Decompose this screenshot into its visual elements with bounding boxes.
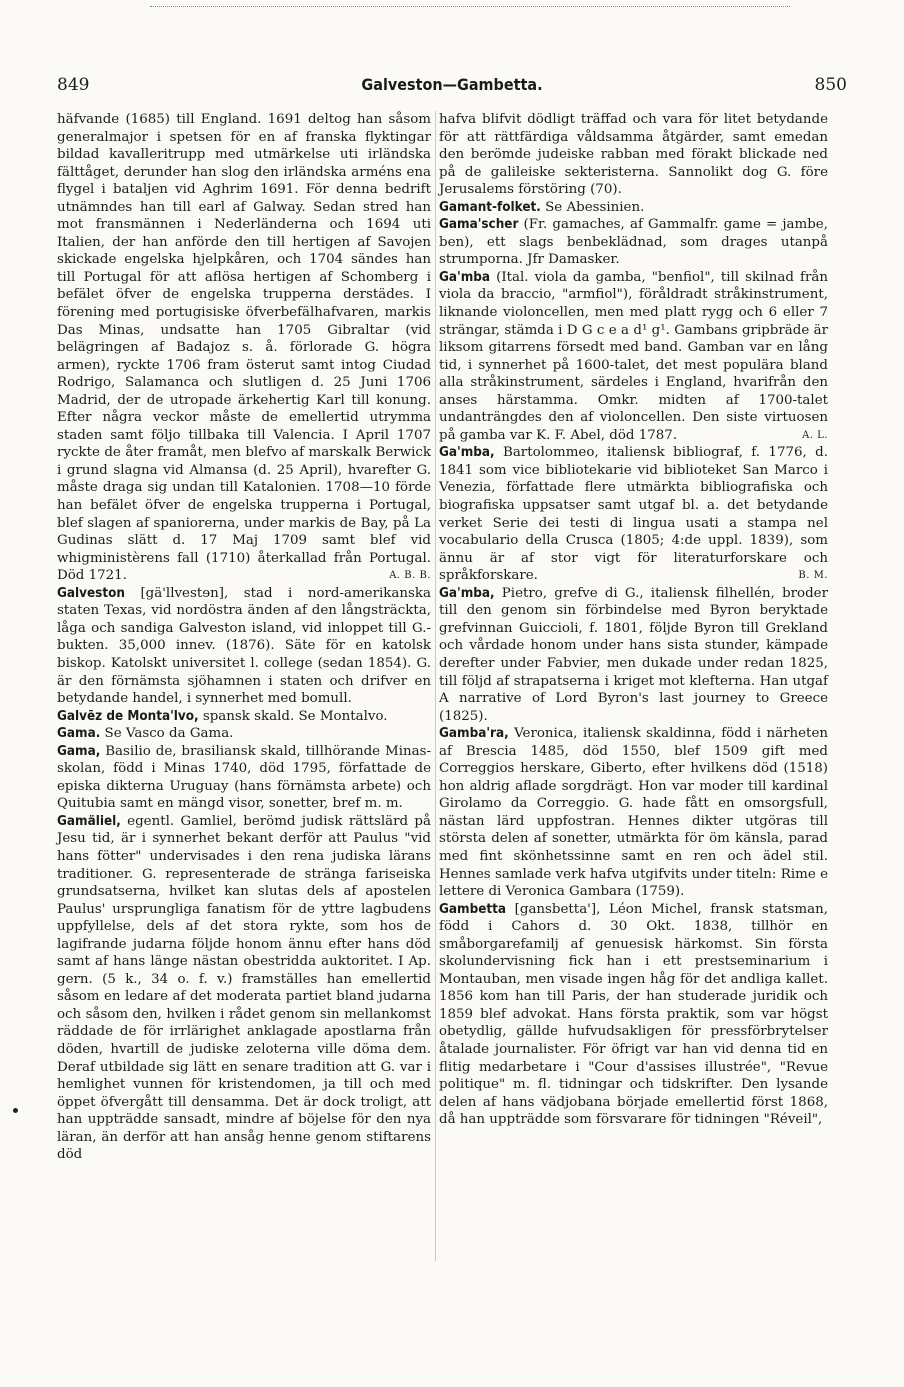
entry-gama-basilio (57, 743, 431, 813)
entry-gambetta (439, 901, 828, 1129)
entry-headword: Gambetta (439, 901, 507, 917)
entry-gamaliel (57, 813, 431, 1164)
entry-text: hafva blifvit dödligt träffad och vara för litet betydande för att rättfärdiga våldsamma åtgärder, samt emedan den berömde judeiske rabban med förakt blickade ned på de galileiske sekteristerna. Sannolikt dog G. före Jerusalems förstöring (70). (439, 112, 828, 198)
entry-text: Se Vasco da Gama. (100, 726, 234, 742)
entry-headword: Gama. (57, 726, 101, 742)
running-title: Galveston—Gambetta. (361, 75, 543, 94)
page-number-right: 850 (814, 75, 847, 95)
page-number-left: 849 (57, 75, 90, 95)
margin-ink-dot (13, 1108, 18, 1113)
author-signature: B. M. (798, 570, 828, 582)
entry-headword: Ga'mba (439, 269, 491, 285)
entry-continuation-galway (57, 111, 431, 585)
entry-headword: Ga'mba, (439, 445, 495, 461)
entry-gambara (439, 725, 828, 900)
entry-gama-ref (57, 725, 431, 743)
entry-text: Veronica, italiensk skaldinna, född i närheten af Brescia 1485, död 1550, blef 1509 gift med Correggios herskare, Giberto, efter hvilkens död (1518) hon aldrig aflade sorgdrägt. Hon var moder till kardinal Girolamo da Correggio. G. hade fått en omsorgsfull, nästan lärd uppfostran. Hennes dikter utgöras till största delen af sonetter, utmärkta för öm känsla, parad med fint skönhetssinne samt en ren och ädel stil. Hennes samlade verk hafva utgifvits under titeln: Rime e lettere di Veronica Gambara (1759). (439, 726, 828, 900)
entry-headword: Gama, (57, 743, 101, 759)
page-header (57, 75, 847, 99)
entry-gamba-pietro (439, 585, 828, 725)
entry-text: Se Abessinien. (540, 199, 645, 215)
entry-galvez (57, 708, 431, 726)
left-column (57, 111, 431, 1164)
entry-text: (Fr. gamaches, af Gammalfr. game = jambe, ben), ett slags benbeklädnad, som drages utanpå strumporna. Jfr Damasker. (439, 217, 828, 268)
entry-gamba-instrument (439, 269, 828, 444)
entry-headword: Gamba'ra, (439, 726, 509, 742)
entry-headword: Galveston (57, 585, 125, 601)
author-signature: A. L. (802, 429, 828, 441)
entry-headword: Ga'mba, (439, 585, 495, 601)
author-signature: A. B. B. (389, 570, 431, 582)
entry-text: egentl. Gamliel, berömd judisk rättslärd på Jesu tid, är i synnerhet bekant derför att Paulus "vid hans fötter" undervisades i den rena judiska lärans traditioner. G. representerade de stränga fariseiska grundsatserna, hvilket kan slutas dels af apostelen Paulus' ursprungliga fanatism för de yttre lagbudens uppfyllelse, dels af det stora rykte, som hos de lagifrande judarna följde honom ännu efter hans död samt af hans länge nästan obestridda auktoritet. I Ap. gern. (5 k., 34 o. f. v.) framställes han emellertid såsom en ledare af det moderata partiet bland judarna och såsom den, hvilken i rådet genom sin mellankomst räddade de för irrlärighet anklagade apostlarna från döden, hvartill de judiske zeloterna ville döma dem. Deraf utbildade sig lätt en senare tradition att G. var i hemlighet vunnen för kristendomen, ja till och med öppet öfvergått till densamma. Det är dock troligt, att han uppträdde sansadt, mindre af böjelse för den nya läran, än derför att han ansåg henne genom stiftarens död (57, 813, 431, 1163)
entry-headword: Gama'scher (439, 217, 519, 233)
entry-text: spansk skald. Se Montalvo. (198, 708, 388, 724)
entry-text: [gä'llvestɘn], stad i nord-amerikanska staten Texas, vid nordöstra änden af den långsträckta, låga och sandiga Galveston island, vid inloppet till G.-bukten. 35,000 innev. (1876). Säte för en katolsk biskop. Katolskt universitet l. college (sedan 1854). G. är den förnämsta sjöhamnen i staten och drifver en betydande handel, i synnerhet med bomull. (57, 585, 431, 707)
column-divider (435, 111, 436, 1261)
entry-galveston (57, 585, 431, 708)
entry-gamascher (439, 216, 828, 269)
entry-text: [gansbetta'], Léon Michel, fransk statsman, född i Cahors d. 30 Okt. 1838, tillhör en småborgarefamilj af genuesisk härkomst. Sin första skolundervisning fick han i ett prestseminarium i Montauban, men visade ingen håg för det andliga kallet. 1856 kom han till Paris, der han studerade juridik och 1859 blef advokat. Hans första praktik, som var högst obetydlig, gällde hufvudsakligen för pressförbrytelser åtalade journalister. För öfrigt var han vid denna tid en flitig medarbetare i "Cour d'assises illustrée", "Revue politique" m. fl. tidningar och tidskrifter. Den lysande delen af hans vädjobana började emellertid först 1868, då han uppträdde som försvarare för tidningen "Réveil", (439, 901, 828, 1128)
page-top-rule (150, 6, 790, 7)
entry-text: Pietro, grefve di G., italiensk filhellén, broder till den genom sin förbindelse med Byron beryktade grefvinnan Guiccioli, f. 1801, följde Byron till Grekland och vårdade honom under hans sista stunder, kämpade derefter under Fabvier, men dukade under redan 1825, till följd af strapatserna i kriget mot klefterna. Han utgaf A narrative of Lord Byron's last journey to Greece (1825). (439, 585, 828, 724)
entry-gamba-bartolommeo (439, 444, 828, 584)
entry-text: (Ital. viola da gamba, "benfiol", till skilnad från viola da braccio, "armfiol"), föråldradt stråkinstrument, liknande violoncellen, men med platt rygg och 6 eller 7 strängar, stämda i D G c e a d¹ g¹. Gambans gripbräde är liksom gitarrens försedt med band. Gamban var en lång tid, i synnerhet på 1600-talet, det mest populära bland alla stråkinstrument, särdeles i England, hvarifrån den anses härstamma. Omkr. midten af 1700-talet undanträngdes den af violoncellen. Den siste virtuosen på gamba var K. F. Abel, död 1787. (439, 269, 828, 443)
entry-headword: Gamant-folket. (439, 199, 541, 215)
entry-headword: Galvēz de Monta'lvo, (57, 708, 199, 724)
entry-continuation-gamaliel (439, 111, 828, 199)
right-column (439, 111, 828, 1129)
entry-text: Bartolommeo, italiensk bibliograf, f. 1776, d. 1841 som vice bibliotekarie vid biblioteket San Marco i Venezia, författade flere utmärkta bibliografiska och biografiska uppsatser samt utgaf bl. a. det betydande verket Serie dei testi di lingua usati a stampa nel vocabulario della Crusca (1805; 4:de uppl. 1839), som ännu är af stor vigt för literaturforskare och språkforskare. (439, 445, 828, 584)
entry-text: Basilio de, brasiliansk skald, tillhörande Minas-skolan, född i Minas 1740, död 1795, författade de episka dikterna Uruguay (hans förnämsta arbete) och Quitubia samt en mängd visor, sonetter, bref m. m. (57, 743, 431, 812)
entry-headword: Gamäliel, (57, 813, 121, 829)
entry-text: häfvande (1685) till England. 1691 deltog han såsom generalmajor i spetsen för en af franska flyktingar bildad kavalleritrupp med utmärkelse uti irländska fälttåget, derunder han slog den irländska arméns ena flygel i bataljen vid Aghrim 1691. För denna bedrift utnämndes han till earl af Galway. Sedan stred han mot fransmännen i Nederländerna och 1694 uti Italien, der han anförde den till hertigen af Savojen skickade engelska hjelpkåren, och 1704 sändes han till Portugal för att aflösa hertigen af Schomberg i befälet öfver de engelska trupperna derstädes. I förening med portugisiske öfverbefälhafvaren, markis Das Minas, undsatte han 1705 Gibraltar (vid belägringen af Badajoz s. å. förlorade G. högra armen), ryckte 1706 fram österut samt intog Ciudad Rodrigo, Salamanca och slutligen d. 25 Juni 1706 Madrid, der de utropade ärkehertig Karl till konung. Efter några veckor måste de emellertid utrymma staden samt följo tillbaka till Valencia. I April 1707 ryckte de åter framåt, men blefvo af marskalk Berwick i grund slagna vid Almansa (d. 25 April), hvarefter G. måste draga sig undan till Katalonien. 1708—10 förde han befälet öfver de engelska trupperna i Portugal, blef slagen af spaniorerna, under markis de Bay, på La Gudinas slätt d. 17 Maj 1709 samt blef vid whigministèrens fall (1710) återkallad från Portugal. Död 1721. (57, 112, 431, 584)
entry-gamant-folket (439, 199, 828, 217)
